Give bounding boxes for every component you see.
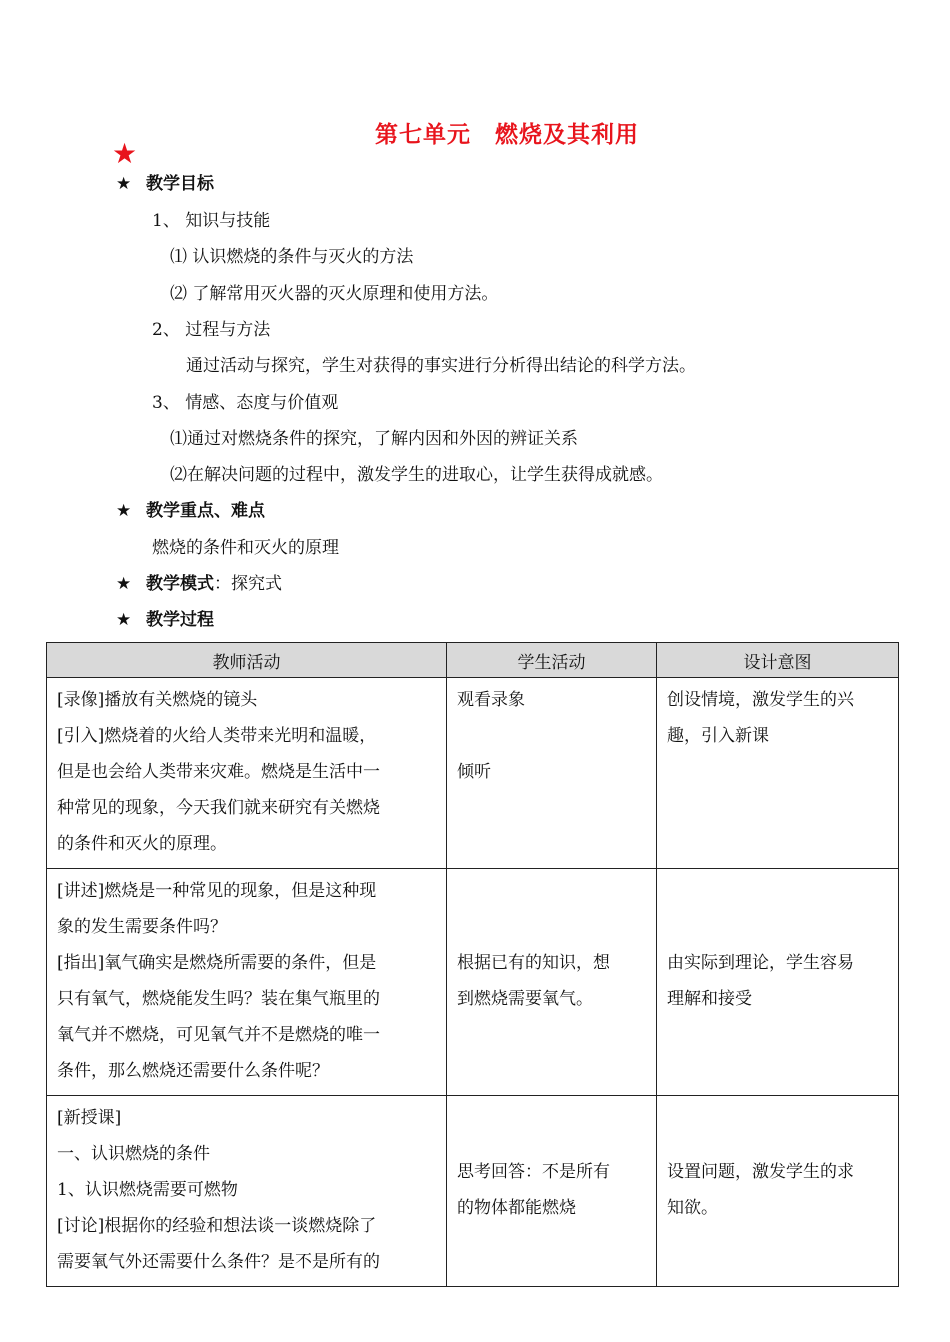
knowledge-item-1: ⑴ 认识燃烧的条件与灭火的方法 bbox=[170, 247, 414, 267]
teacher-cell: [录像]播放有关燃烧的镜头 [引入]燃烧着的火给人类带来光明和温暖， 但是也会给人类带来灾难。燃烧是生活中一 种常见的现象，今天我们就来研究有关燃烧 的条件和灭火的原理。 bbox=[47, 678, 447, 869]
table-header-row bbox=[47, 643, 899, 678]
star-icon: ★ bbox=[116, 610, 132, 630]
teacher-cell: [新授课] 一、认识燃烧的条件 1、认识燃烧需要可燃物 [讨论]根据你的经验和想法谈一谈燃烧除了 需要氧气外还需要什么条件？是不是所有的 bbox=[47, 1096, 447, 1287]
emotion-item-1: ⑴通过对燃烧条件的探究，了解内因和外因的辨证关系 bbox=[170, 429, 578, 449]
process-heading: 2、 过程与方法 bbox=[152, 320, 271, 340]
intent-cell: 创设情境，激发学生的兴 趣，引入新课 bbox=[657, 678, 899, 869]
process-flow-heading: ★ 教学过程 bbox=[116, 610, 214, 630]
knowledge-item-2: ⑵ 了解常用灭火器的灭火原理和使用方法。 bbox=[170, 284, 499, 304]
col-header-student: 学生活动 bbox=[447, 643, 657, 678]
star-icon: ★ bbox=[116, 574, 132, 594]
intent-cell: 设置问题，激发学生的求 知欲。 bbox=[657, 1096, 899, 1287]
objectives-heading: ★ 教学目标 bbox=[116, 174, 214, 194]
star-icon: ★ bbox=[116, 174, 132, 194]
intent-cell: 由实际到理论，学生容易 理解和接受 bbox=[657, 869, 899, 1096]
teacher-cell: [讲述]燃烧是一种常见的现象，但是这种现 象的发生需要条件吗？ [指出]氧气确实是燃烧所需要的条件，但是 只有氧气，燃烧能发生吗？装在集气瓶里的 氧气并不燃烧，可见氧气并不是燃烧的唯一 条件，那么燃烧还需要什么条件呢？ bbox=[47, 869, 447, 1096]
table-row bbox=[47, 869, 899, 1096]
keypoints-heading: ★ 教学重点、难点 bbox=[116, 501, 265, 521]
teaching-process-table bbox=[46, 642, 899, 1287]
student-cell: 思考回答：不是所有 的物体都能燃烧 bbox=[447, 1096, 657, 1287]
col-header-teacher: 教师活动 bbox=[47, 643, 447, 678]
table-row bbox=[47, 1096, 899, 1287]
mode-text: ：探究式 bbox=[214, 574, 282, 594]
table-row bbox=[47, 678, 899, 869]
emotion-heading: 3、 情感、态度与价值观 bbox=[152, 393, 339, 413]
keypoints-text: 燃烧的条件和灭火的原理 bbox=[152, 538, 339, 558]
col-header-intent: 设计意图 bbox=[657, 643, 899, 678]
page-title: 第七单元 燃烧及其利用 bbox=[375, 121, 639, 148]
mode-heading: 教学模式 bbox=[146, 574, 214, 594]
red-star-icon: ★ bbox=[112, 137, 138, 170]
knowledge-heading: 1、 知识与技能 bbox=[152, 211, 271, 231]
student-cell: 根据已有的知识，想 到燃烧需要氧气。 bbox=[447, 869, 657, 1096]
mode-line bbox=[116, 574, 282, 594]
star-icon: ★ bbox=[116, 501, 132, 521]
process-text: 通过活动与探究，学生对获得的事实进行分析得出结论的科学方法。 bbox=[186, 356, 696, 376]
emotion-item-2: ⑵在解决问题的过程中，激发学生的进取心，让学生获得成就感。 bbox=[170, 465, 663, 485]
student-cell: 观看录象 倾听 bbox=[447, 678, 657, 869]
